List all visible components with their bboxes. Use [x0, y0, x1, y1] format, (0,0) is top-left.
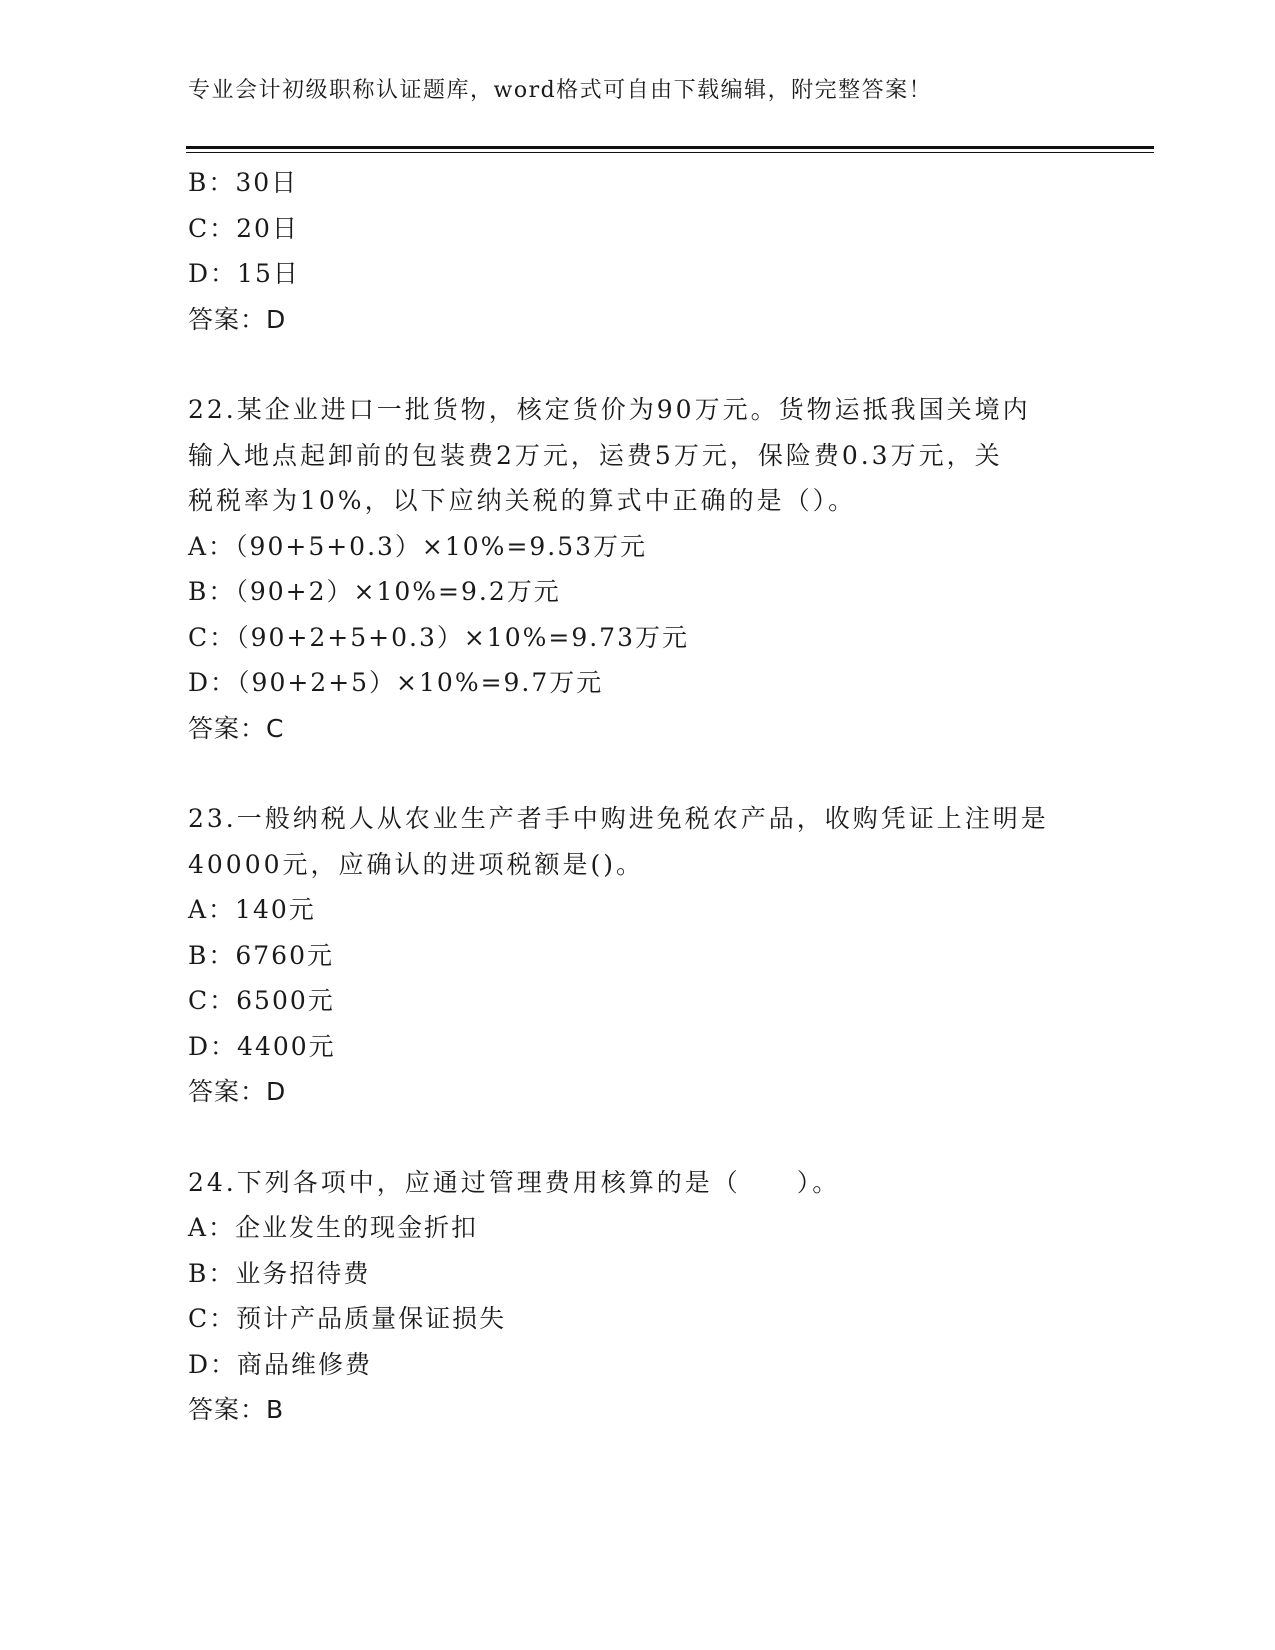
question-stem-line: 税税率为10%，以下应纳关税的算式中正确的是（）。 — [188, 486, 857, 515]
question-21 — [188, 160, 1088, 342]
option-b: B：（90+2）×10%=9.2万元 — [188, 577, 561, 606]
option-a: A：企业发生的现金折扣 — [188, 1213, 479, 1242]
header-divider — [186, 146, 1154, 153]
question-stem-line: 22.某企业进口一批货物，核定货价为90万元。货物运抵我国关境内 — [188, 395, 1031, 424]
option-d: D：（90+2+5）×10%=9.7万元 — [188, 668, 604, 697]
answer-line: 答案：D — [188, 304, 287, 334]
option-b: B：30日 — [188, 168, 299, 197]
question-stem-line: 24.下列各项中，应通过管理费用核算的是（ ）。 — [188, 1167, 841, 1197]
question-22 — [188, 387, 1088, 751]
question-24 — [188, 1160, 1088, 1433]
question-content — [188, 160, 1088, 1433]
option-c: C：预计产品质量保证损失 — [188, 1304, 507, 1333]
option-c: C：（90+2+5+0.3）×10%=9.73万元 — [188, 622, 689, 652]
option-d: D：4400元 — [188, 1031, 336, 1061]
question-23 — [188, 796, 1088, 1115]
option-c: C：20日 — [188, 213, 299, 243]
option-b: B：6760元 — [188, 940, 334, 970]
option-a: A：（90+5+0.3）×10%=9.53万元 — [188, 531, 648, 561]
answer-line: 答案：C — [188, 713, 285, 743]
option-c: C：6500元 — [188, 986, 335, 1015]
option-d: D：商品维修费 — [188, 1349, 373, 1379]
question-stem-line: 输入地点起卸前的包装费2万元，运费5万元，保险费0.3万元，关 — [188, 440, 1003, 470]
option-d: D：15日 — [188, 259, 300, 288]
question-stem-line: 23.一般纳税人从农业生产者手中购进免税农产品，收购凭证上注明是 — [188, 804, 1049, 833]
answer-line: 答案：B — [188, 1395, 285, 1424]
answer-line: 答案：D — [188, 1077, 287, 1106]
option-b: B：业务招待费 — [188, 1258, 371, 1288]
question-stem-line: 40000元，应确认的进项税额是()。 — [188, 849, 645, 879]
option-a: A：140元 — [188, 895, 316, 924]
page-header: 专业会计初级职称认证题库，word格式可自由下载编辑，附完整答案！ — [188, 78, 933, 103]
